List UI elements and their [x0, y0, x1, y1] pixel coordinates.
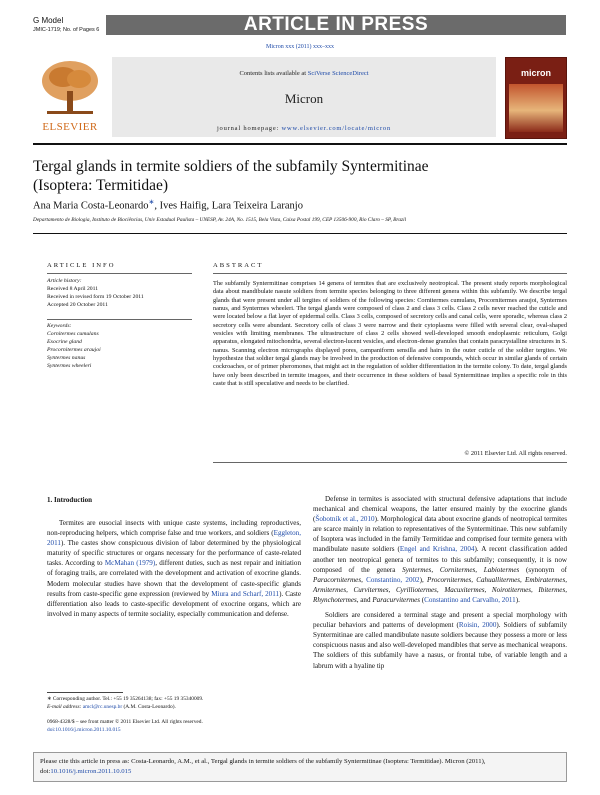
citation-link[interactable]: Constantino, 2002	[366, 575, 420, 584]
history-list	[47, 285, 144, 309]
paragraph	[47, 518, 301, 619]
text: ). Morphological data about exocrine glands of neotropical termites are scarce mainly in relation to representatives of the Syntermitinae. This new subfamily of Isoptera was included in the family Termitidae and comprised four termite genera with mandibulate nasute soldiers (	[313, 515, 567, 554]
text: ). The castes show conspicuous division of labor determined by the physiological maturity of specific structures or organs necessary for the performance of caste-related tasks. According to	[47, 539, 301, 568]
history-label: Article history:	[47, 278, 82, 284]
email-line	[47, 704, 203, 712]
keywords-label: Keywords:	[47, 323, 72, 329]
history-accepted: Accepted 20 October 2011	[47, 302, 108, 308]
running-doi-header[interactable]: Micron xxx (2011) xxx–xxx	[266, 44, 334, 50]
text: , different duties, such as nest repair and initiation of foraging trails, are correlated with the development and activation of exocrine glands. Modern molecular studies have shown that the development of caste-specific glands results from caste-specific gene expression (reviewed by	[47, 559, 301, 598]
text: ). Caste differentiation also leads to caste-specific development of exocrine organs, which are involved in many aspects of termite sociality, especially communication and defense.	[47, 589, 301, 618]
sciencedirect-link[interactable]: SciVerse ScienceDirect	[307, 70, 369, 77]
citation-link[interactable]: Constantino and Carvalho, 2011	[424, 595, 516, 604]
citation-link[interactable]: Šobotník et al., 2010	[315, 515, 375, 524]
homepage-line	[112, 125, 496, 132]
cover-image	[509, 84, 563, 132]
copyright: © 2011 Elsevier Ltd. All rights reserved.	[464, 450, 567, 457]
citation-link[interactable]: Miura and Scharf, 2011	[211, 589, 280, 598]
citation-link[interactable]: Engel and Krishna, 2004	[399, 545, 475, 554]
article-title	[33, 157, 553, 195]
keyword-item: Procornitermes araujoi	[47, 347, 101, 353]
citation-link[interactable]: Roisin, 2000	[458, 621, 497, 630]
publisher-name: ELSEVIER	[42, 121, 98, 133]
front-matter-line: 0968-4328/$ – see front matter © 2011 Elsevier Ltd. All rights reserved.	[47, 719, 203, 725]
abstract-divider	[213, 273, 567, 274]
text: ),	[419, 575, 427, 584]
text: ). A recent classification added another ten neotropical genera of termites to this subfamily; consequently, it is now composed of the genera	[313, 545, 568, 574]
journal-reference: JMIC-1719; No. of Pages 6	[33, 27, 100, 33]
history-revised: Received in revised form 19 October 2011	[47, 294, 144, 300]
other-authors: , Ives Haifig, Lara Teixeira Laranjo	[154, 200, 303, 212]
citation-box	[33, 752, 567, 782]
citation-link[interactable]: Eggleton, 2011	[47, 529, 301, 548]
tree-icon	[33, 57, 107, 119]
email-suffix: (A.M. Costa-Leonardo).	[122, 703, 176, 710]
genus-name: Syntermes	[402, 565, 432, 574]
homepage-prefix: journal homepage:	[216, 125, 282, 132]
footnote-divider	[47, 692, 123, 693]
text: Defense in termites is associated with structural defensive adaptations that include mechanical and chemical weapons, the latter ensured mainly by the exocrine glands (	[313, 495, 567, 524]
doi-link[interactable]: doi:10.1016/j.micron.2011.10.015	[47, 726, 121, 733]
corresponding-footnote	[47, 696, 203, 711]
genus-name: Paracurvitermes	[372, 595, 420, 604]
article-info-heading: ARTICLE INFO	[47, 262, 116, 269]
corresponding-author-line: ∗ Corresponding author. Tel.: +55 19 35264138; fax: +55 19 35340009.	[47, 696, 204, 702]
title-divider	[33, 233, 567, 234]
author-list	[33, 198, 303, 212]
body-column-left	[47, 518, 301, 624]
corresponding-mark[interactable]: ∗	[148, 198, 155, 206]
cover-title: micron	[520, 68, 551, 78]
citation-text: Please cite this article in press as: Costa-Leonardo, A.M., et al., Tergal glands in termite soldiers of the subfamily Syntermitinae (Isoptera: Termitidae). Micron (2011), doi:	[40, 758, 486, 775]
contents-line	[112, 70, 496, 77]
section-heading-introduction: 1. Introduction	[47, 496, 92, 504]
text: Termites are eusocial insects with unique caste systems, including reproductives, non-reproducing helpers, which comprise false and true workers, and soldiers (	[47, 519, 301, 538]
keyword-item: Syntermes nanus	[47, 355, 86, 361]
text: , and	[356, 595, 373, 604]
email-label: E-mail address:	[47, 703, 83, 710]
abstract-text: The subfamily Syntermitinae comprises 14 genera of termites that are exclusively neotropical. The present study reports morphological data about mandibulate nasute soldiers from termite species belonging to three different genera within this subfamily. We describe tergal glands that were present under all tergites of soldiers of the following species: Cornitermes cumulans, Procornitermes araujoi, Syntermes nanus, and Syntermes wheeleri. The tergal glands were composed of class 2 and class 3 cells. Class 2 cells never reached the cuticle and were located below a flat layer of epidermal cells. Class 3 cells, composed of secretory cells and canal cells, were sporadic, whereas class 2 secretory cells were abundant. Secretory cells of class 3 were narrow and their cytoplasms were filled with several clear, oval-shaped vesicles with limiting membranes. The ultrastructure of class 2 cells showed well-developed smooth endoplasmic reticulum, Golgi apparatus, elongated mitochondria, several electron-lucent vesicles, and electron-dense granules that contain paracrystalline structures in S. nanus. Scanning electron micrographs displayed pores, campaniform sensilla and hairs in the outer cuticle of the soldier tergites. We hypothesize that soldier tergal glands may be involved in the production of defensive compounds, which occur in similar glands of certain cockroaches, or of primer pheromones, that might act in the regulation of soldier differentiation in the termite colony. To date, tergal glands have only been described in termite imagoes, and their occurrence in these soldiers of basal Syntermitinae implies a specific role in this caste that is still speculative and needs to be clarified.	[213, 280, 567, 388]
text: ). Soldiers of subfamily Syntermitinae are called mandibulate nasute soldiers because they possess a more or less conspicuous nasus and also well-developed mandibles that serve as mechanical weapons. The soldiers of this subfamily have a nasus, or frontal tube, of variable length and a labrum with a hyaline tip	[313, 621, 567, 670]
text: ,	[475, 565, 484, 574]
genus-name: Labiotermes	[483, 565, 520, 574]
front-matter	[47, 719, 203, 734]
affiliation: Departamento de Biologia, Instituto de Biociências, Univ Estadual Paulista – UNESP, Av. 24A, No. 1515, Bela Vista, Caixa Postal 199, CEP 13506-900, Rio Claro – SP, Brazil	[33, 217, 407, 223]
paragraph	[313, 610, 567, 671]
gmodel-label: G Model	[33, 16, 64, 25]
homepage-link[interactable]: www.elsevier.com/locate/micron	[281, 125, 392, 132]
genus-name: Paracornitermes	[313, 575, 362, 584]
journal-name: Micron	[284, 91, 324, 106]
text: ).	[515, 595, 520, 604]
text: Soldiers are considered a terminal stage and present a special morphology with peculiar behaviors and patterns of development (	[313, 611, 567, 630]
email-link[interactable]: amcl@rc.unesp.br	[82, 703, 123, 710]
history-received: Received 8 April 2011	[47, 286, 99, 292]
title-line-2: (Isoptera: Termitidae)	[33, 177, 169, 194]
text: ,	[361, 575, 367, 584]
first-author: Ana Maria Costa-Leonardo	[33, 200, 149, 212]
header-divider	[33, 143, 567, 145]
contents-prefix: Contents lists available at	[239, 70, 308, 77]
article-info-divider	[47, 273, 192, 274]
body-column-right	[313, 494, 567, 676]
text: ,	[431, 565, 440, 574]
text: (	[420, 595, 425, 604]
article-in-press-banner: ARTICLE IN PRESS	[106, 15, 566, 35]
keyword-item: Exocrine gland	[47, 339, 82, 345]
genus-name: Cornitermes	[439, 565, 476, 574]
title-line-1: Tergal glands in termite soldiers of the subfamily Syntermitinae	[33, 158, 429, 175]
keyword-list	[47, 330, 101, 370]
abstract-heading: ABSTRACT	[213, 262, 264, 269]
citation-link[interactable]: McMahan (1979)	[104, 559, 156, 568]
paragraph	[313, 494, 567, 605]
text: (synonym of	[519, 565, 567, 574]
abstract-end-divider	[213, 462, 567, 463]
citation-doi-link[interactable]: 10.1016/j.micron.2011.10.015	[50, 767, 132, 775]
genus-name: Procornitermes, Cahuallitermes, Embiratermes, Armitermes, Curvitermes, Cyrilliotermes, Macuxitermes, Noirotitermes, Ibitermes, Rhynchotermes	[313, 575, 567, 604]
keyword-item: Cornitermes cumulans	[47, 331, 99, 337]
keyword-item: Syntermes wheeleri	[47, 363, 92, 369]
keywords-divider	[47, 319, 192, 320]
